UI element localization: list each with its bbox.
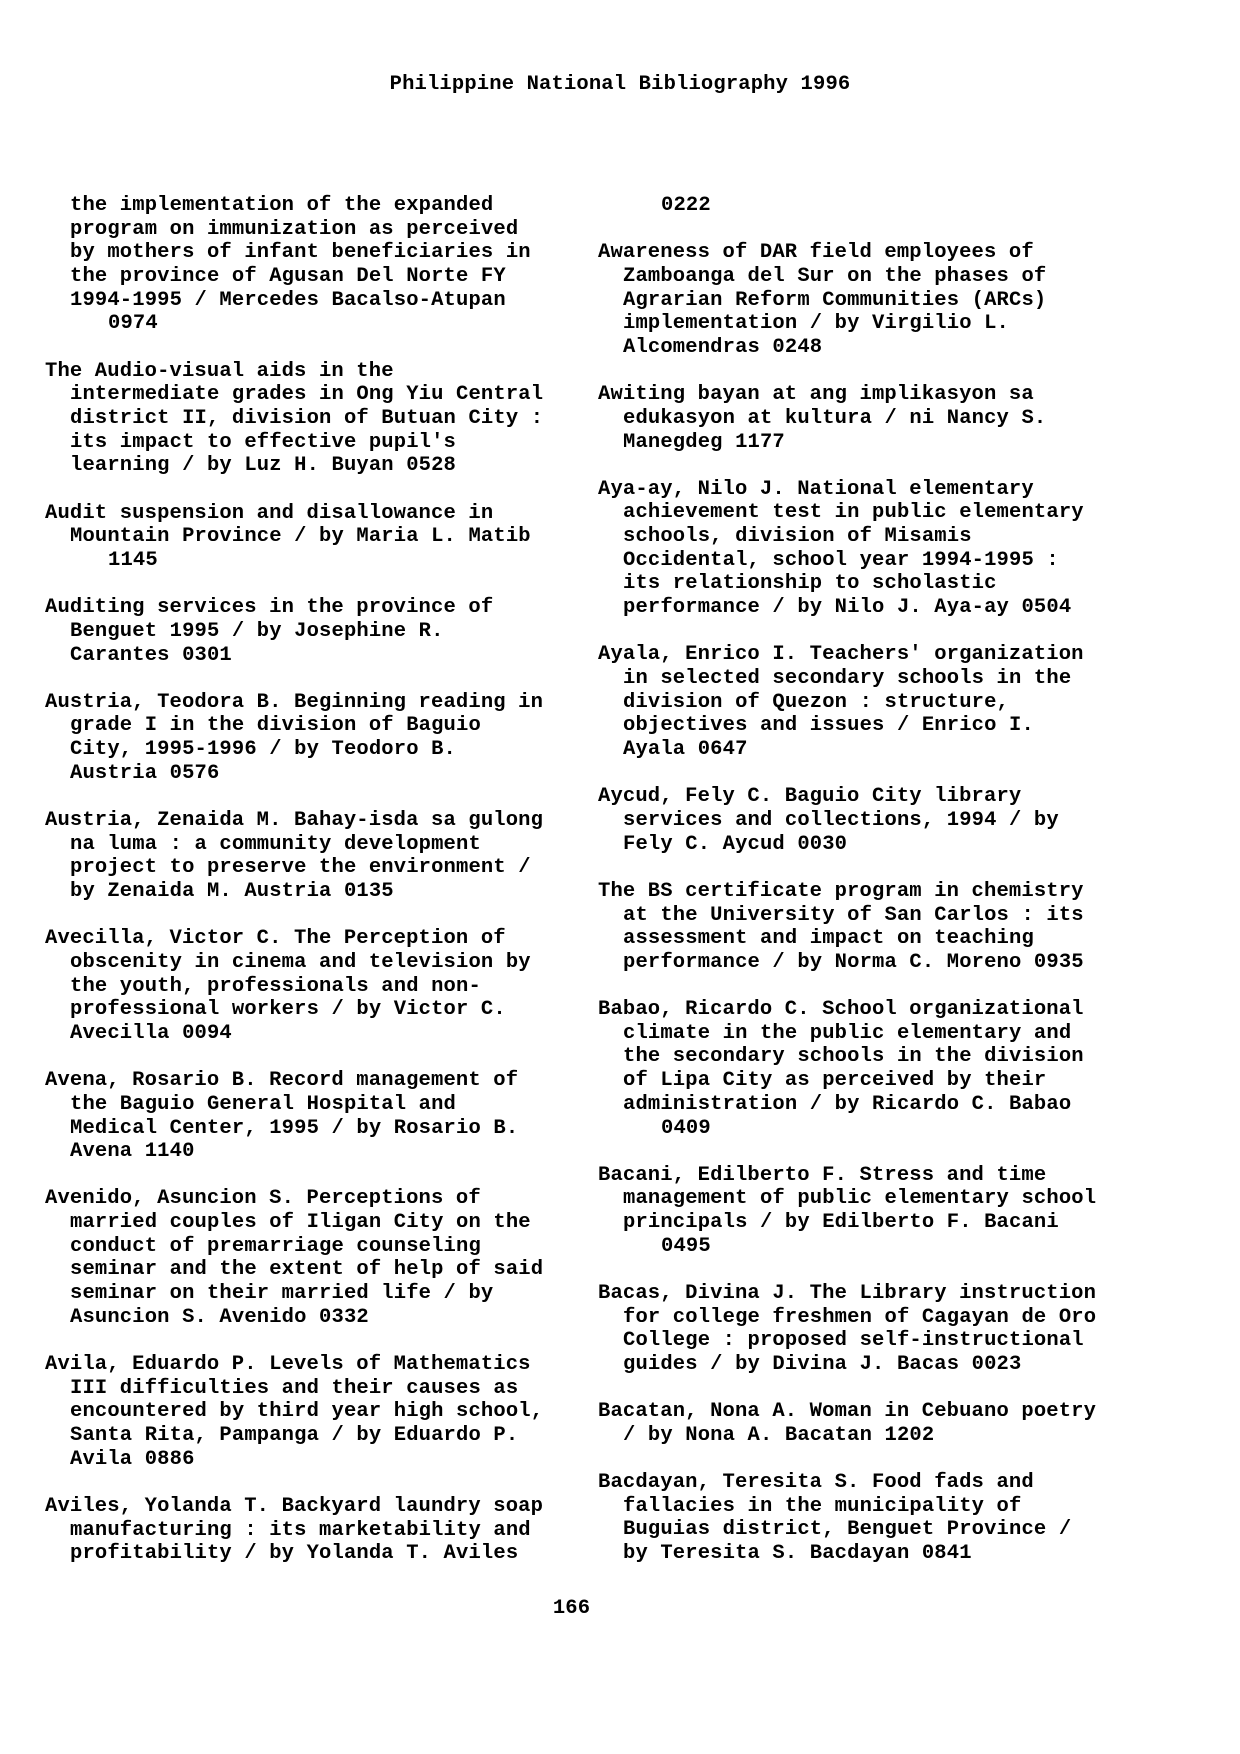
entry-line: seminar on their married life / by: [70, 1282, 494, 1306]
entry-line: Medical Center, 1995 / by Rosario B.: [70, 1116, 519, 1140]
entry-line: climate in the public elementary and: [623, 1021, 1072, 1045]
entry-line: Ayala, Enrico I. Teachers' organization: [598, 643, 1084, 667]
entry-line: by mothers of infant beneficiaries in: [70, 241, 531, 265]
bibliography-entry: [598, 998, 1158, 1140]
entry-line: Bacdayan, Teresita S. Food fads and: [598, 1471, 1034, 1495]
bibliography-entry: [45, 809, 605, 904]
entry-line: project to preserve the environment /: [70, 856, 531, 880]
bibliography-entry: [45, 360, 605, 478]
entry-line: division of Quezon : structure,: [623, 690, 1010, 714]
entry-line: schools, division of Misamis: [623, 525, 972, 549]
entry-line: Avecilla, Victor C. The Perception of: [45, 927, 506, 951]
entry-line: Austria, Zenaida M. Bahay-isda sa gulong: [45, 808, 544, 832]
entry-line: management of public elementary school: [623, 1187, 1097, 1211]
entry-line: Ayala 0647: [623, 738, 748, 762]
entry-line: the Baguio General Hospital and: [70, 1092, 457, 1116]
entry-line: Asuncion S. Avenido 0332: [70, 1305, 369, 1329]
entry-line: obscenity in cinema and television by: [70, 950, 531, 974]
bibliography-entry: [598, 241, 1158, 359]
entry-line: program on immunization as perceived: [70, 217, 519, 241]
bibliography-entry: [598, 1400, 1158, 1447]
entry-line: Mountain Province / by Maria L. Matib: [70, 525, 531, 549]
entry-line: Avena 1140: [70, 1140, 195, 1164]
bibliography-entry: [598, 383, 1158, 454]
entry-line: Bacas, Divina J. The Library instruction: [598, 1281, 1097, 1305]
entry-line: Austria, Teodora B. Beginning reading in: [45, 690, 544, 714]
page-number: 166: [552, 1597, 591, 1620]
entry-line: married couples of Iligan City on the: [70, 1211, 531, 1235]
bibliography-entry: [45, 1495, 605, 1566]
entry-line: performance / by Norma C. Moreno 0935: [623, 950, 1084, 974]
entry-line: for college freshmen of Cagayan de Oro: [623, 1305, 1097, 1329]
entry-line: Carantes 0301: [70, 643, 232, 667]
entry-line: Aya-ay, Nilo J. National elementary: [598, 477, 1034, 501]
entry-line: manufacturing : its marketability and: [70, 1518, 531, 1542]
bibliography-entry: [598, 643, 1158, 761]
entry-line: principals / by Edilberto F. Bacani: [623, 1211, 1059, 1235]
entry-line: Bacatan, Nona A. Woman in Cebuano poetry: [598, 1400, 1097, 1424]
entry-line: intermediate grades in Ong Yiu Central: [70, 383, 544, 407]
entry-line: Austria 0576: [70, 761, 220, 785]
entry-line: Benguet 1995 / by Josephine R.: [70, 619, 444, 643]
bibliography-entry: [45, 1187, 605, 1329]
bibliography-entry: [598, 194, 1158, 218]
entry-line: Buguias district, Benguet Province /: [623, 1518, 1072, 1542]
entry-line: Fely C. Aycud 0030: [623, 832, 848, 856]
entry-line: of Lipa City as perceived by their: [623, 1069, 1047, 1093]
bibliography-entry: [45, 1069, 605, 1164]
bibliography-entry: [598, 785, 1158, 856]
entry-line: Awareness of DAR field employees of: [598, 241, 1034, 265]
entry-line: implementation / by Virgilio L.: [623, 312, 1010, 336]
entry-line: its impact to effective pupil's: [70, 430, 457, 454]
entry-line: Auditing services in the province of: [45, 596, 494, 620]
entry-line: Manegdeg 1177: [623, 430, 785, 454]
entry-line: 0495: [661, 1234, 711, 1258]
entry-line: district II, division of Butuan City :: [70, 407, 544, 430]
entry-line: 0409: [661, 1116, 711, 1140]
entry-line: Aycud, Fely C. Baguio City library: [598, 785, 1022, 809]
entry-line: performance / by Nilo J. Aya-ay 0504: [623, 596, 1072, 620]
entry-line: Bacani, Edilberto F. Stress and time: [598, 1163, 1047, 1187]
left-column: [45, 194, 605, 1590]
bibliography-entry: [598, 1282, 1158, 1377]
entry-line: 1145: [108, 548, 158, 572]
entry-line: Babao, Ricardo C. School organizational: [598, 998, 1084, 1022]
entry-line: Agrarian Reform Communities (ARCs): [623, 288, 1047, 312]
entry-line: by Teresita S. Bacdayan 0841: [623, 1542, 972, 1566]
entry-line: Avena, Rosario B. Record management of: [45, 1069, 519, 1093]
bibliography-entry: [45, 596, 605, 667]
entry-line: conduct of premarriage counseling: [70, 1234, 481, 1258]
bibliography-entry: [45, 691, 605, 786]
entry-line: Avila 0886: [70, 1447, 195, 1471]
bibliography-entry: [45, 1353, 605, 1471]
bibliography-entry: [45, 927, 605, 1045]
entry-line: / by Nona A. Bacatan 1202: [623, 1423, 935, 1447]
entry-line: at the University of San Carlos : its: [623, 903, 1084, 927]
bibliography-entry: [598, 1471, 1158, 1566]
bibliography-entry: [598, 880, 1158, 975]
entry-line: III difficulties and their causes as: [70, 1376, 519, 1400]
right-column: [598, 194, 1158, 1589]
entry-line: in selected secondary schools in the: [623, 667, 1072, 690]
page-header: Philippine National Bibliography 1996: [389, 73, 851, 96]
entry-line: Occidental, school year 1994-1995 :: [623, 548, 1059, 572]
entry-line: Zamboanga del Sur on the phases of: [623, 264, 1047, 288]
entry-line: guides / by Divina J. Bacas 0023: [623, 1353, 1022, 1376]
bibliography-entry: [45, 502, 605, 573]
entry-line: the implementation of the expanded: [70, 194, 494, 217]
entry-line: achievement test in public elementary: [623, 501, 1084, 525]
entry-line: profitability / by Yolanda T. Aviles: [70, 1542, 519, 1566]
entry-line: The Audio-visual aids in the: [45, 359, 394, 383]
entry-line: services and collections, 1994 / by: [623, 808, 1059, 832]
entry-line: The BS certificate program in chemistry: [598, 879, 1084, 903]
entry-line: na luma : a community development: [70, 832, 481, 856]
entry-line: seminar and the extent of help of said: [70, 1258, 544, 1282]
entry-line: Aviles, Yolanda T. Backyard laundry soap: [45, 1494, 544, 1518]
entry-line: City, 1995-1996 / by Teodoro B.: [70, 738, 457, 762]
bibliography-entry: [598, 478, 1158, 620]
entry-line: objectives and issues / Enrico I.: [623, 714, 1034, 738]
entry-line: Avecilla 0094: [70, 1021, 232, 1045]
entry-line: edukasyon at kultura / ni Nancy S.: [623, 406, 1047, 430]
entry-line: Awiting bayan at ang implikasyon sa: [598, 383, 1034, 407]
bibliography-entry: [45, 194, 605, 336]
entry-line: assessment and impact on teaching: [623, 927, 1034, 951]
entry-line: 1994-1995 / Mercedes Bacalso-Atupan: [70, 288, 506, 312]
entry-line: learning / by Luz H. Buyan 0528: [70, 454, 457, 478]
entry-line: 0222: [661, 194, 711, 217]
entry-line: professional workers / by Victor C.: [70, 998, 506, 1022]
entry-line: Audit suspension and disallowance in: [45, 501, 494, 525]
entry-line: Avenido, Asuncion S. Perceptions of: [45, 1187, 481, 1211]
entry-line: 0974: [108, 312, 158, 336]
entry-line: Alcomendras 0248: [623, 335, 823, 359]
entry-line: fallacies in the municipality of: [623, 1494, 1022, 1518]
entry-line: by Zenaida M. Austria 0135: [70, 880, 394, 903]
bibliography-entry: [598, 1164, 1158, 1259]
entry-line: College : proposed self-instructional: [623, 1329, 1084, 1353]
entry-line: Santa Rita, Pampanga / by Eduardo P.: [70, 1424, 519, 1448]
entry-line: its relationship to scholastic: [623, 572, 997, 596]
entry-line: the province of Agusan Del Norte FY: [70, 265, 506, 289]
entry-line: the secondary schools in the division: [623, 1045, 1084, 1069]
entry-line: Avila, Eduardo P. Levels of Mathematics: [45, 1353, 531, 1376]
entry-line: the youth, professionals and non-: [70, 974, 481, 998]
entry-line: administration / by Ricardo C. Babao: [623, 1092, 1072, 1116]
entry-line: grade I in the division of Baguio: [70, 714, 481, 738]
entry-line: encountered by third year high school,: [70, 1400, 544, 1424]
